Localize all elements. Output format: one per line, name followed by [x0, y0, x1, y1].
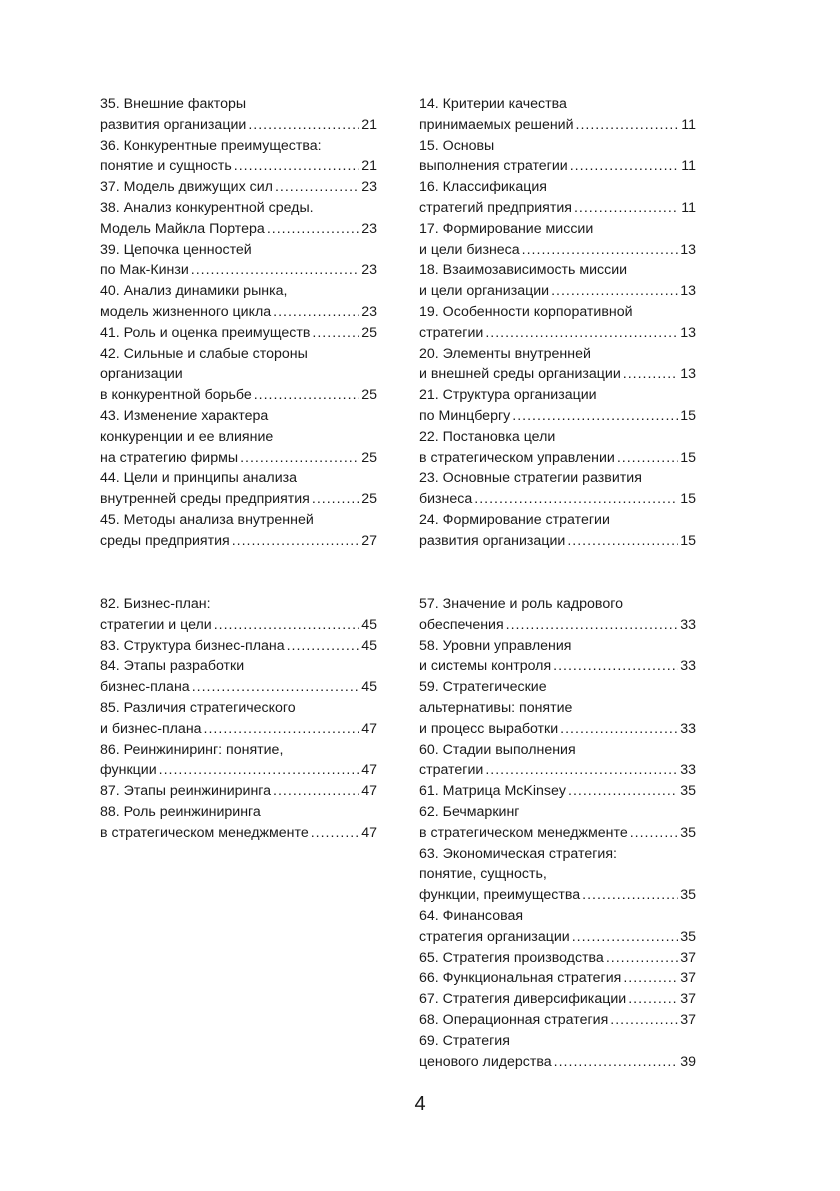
dot-leader: [512, 406, 678, 427]
toc-entry-line: [100, 781, 377, 802]
toc-heading-line: [100, 594, 377, 615]
toc-entry-text: 65. Стратегия производства: [419, 949, 604, 966]
toc-entry-text: 23. Основные стратегии развития: [419, 470, 642, 487]
toc-heading-line: [419, 385, 696, 406]
toc-page-number: 15: [680, 532, 696, 549]
toc-heading-line: [419, 844, 696, 865]
toc-page-number: 15: [680, 407, 696, 424]
toc-entry-text: 22. Постановка цели: [419, 428, 556, 445]
dot-leader: [214, 615, 360, 636]
toc-heading-line: [100, 740, 377, 761]
toc-entry-line: [100, 489, 377, 510]
toc-entry-text: альтернативы: понятие: [419, 699, 573, 716]
dot-leader: [560, 719, 678, 740]
page-number: 4: [414, 1093, 426, 1115]
toc-entry-text: 68. Операционная стратегия: [419, 1011, 609, 1028]
toc-entry-line: [419, 531, 696, 552]
toc-heading-line: [419, 864, 696, 885]
toc-entry-text: в конкурентной борьбе: [100, 387, 252, 404]
toc-entry-text: по Минцбергу: [419, 407, 511, 424]
toc-page-number: 13: [680, 366, 696, 383]
toc-page-number: 39: [680, 1053, 696, 1070]
toc-entry-line: [100, 177, 377, 198]
toc-heading-line: [100, 427, 377, 448]
toc-entry-text: на стратегию фирмы: [100, 449, 239, 466]
toc-entry-text: 18. Взаимозависимость миссии: [419, 262, 628, 279]
toc-page-number: 11: [681, 199, 696, 216]
dot-leader: [568, 781, 678, 802]
toc-heading-line: [419, 177, 696, 198]
toc-heading-line: [100, 698, 377, 719]
toc-entry-line: [100, 636, 377, 657]
toc-page-number: 47: [361, 762, 377, 779]
toc-entry-line: [100, 615, 377, 636]
toc-entry-line: [100, 115, 377, 136]
toc-entry-text: 88. Роль реинжиниринга: [100, 803, 261, 820]
dot-leader: [204, 719, 360, 740]
toc-column-bottom-left: [100, 594, 377, 844]
toc-heading-line: [100, 240, 377, 261]
toc-page-number: 13: [680, 241, 696, 258]
toc-entry-line: [419, 240, 696, 261]
toc-entry-text: и системы контроля: [419, 658, 552, 675]
toc-page-number: 45: [361, 616, 377, 633]
toc-page-number: 27: [361, 532, 377, 549]
toc-entry-text: 42. Сильные и слабые стороны: [100, 345, 308, 362]
toc-heading-line: [419, 427, 696, 448]
toc-entry-text: 69. Стратегия: [419, 1032, 510, 1049]
toc-entry-line: [419, 615, 696, 636]
toc-entry-text: 20. Элементы внутренней: [419, 345, 591, 362]
toc-page-number: 25: [361, 449, 377, 466]
toc-heading-line: [419, 510, 696, 531]
dot-leader: [623, 364, 678, 385]
toc-entry-line: [419, 364, 696, 385]
dot-leader: [553, 656, 678, 677]
toc-entry-line: [419, 448, 696, 469]
toc-page-number: 33: [680, 720, 696, 737]
toc-entry-text: 38. Анализ конкурентной среды.: [100, 199, 314, 216]
dot-leader: [192, 677, 360, 698]
toc-entry-text: 67. Стратегия диверсификации: [419, 991, 627, 1008]
toc-page-number: 47: [361, 824, 377, 841]
toc-entry-line: [100, 823, 377, 844]
dot-leader: [254, 385, 359, 406]
toc-heading-line: [100, 468, 377, 489]
dot-leader: [630, 823, 678, 844]
toc-entry-line: [100, 719, 377, 740]
toc-page-number: 47: [361, 783, 377, 800]
toc-entry-text: принимаемых решений: [419, 116, 574, 133]
dot-leader: [576, 115, 680, 136]
toc-entry-text: стратегии и цели: [100, 616, 212, 633]
toc-heading-line: [419, 698, 696, 719]
dot-leader: [554, 1052, 679, 1073]
toc-entry-line: [100, 260, 377, 281]
toc-page-number: 15: [680, 449, 696, 466]
toc-heading-line: [419, 677, 696, 698]
toc-entry-text: 19. Особенности корпоративной: [419, 303, 633, 320]
toc-entry-text: 84. Этапы разработки: [100, 658, 245, 675]
toc-column-top-left: [100, 94, 377, 552]
toc-heading-line: [419, 219, 696, 240]
toc-page-number: 37: [680, 991, 696, 1008]
toc-entry-line: [419, 823, 696, 844]
dot-leader: [240, 448, 359, 469]
toc-heading-line: [100, 344, 377, 365]
dot-leader: [522, 240, 679, 261]
toc-entry-text: 24. Формирование стратегии: [419, 511, 610, 528]
toc-entry-text: 15. Основы: [419, 137, 495, 154]
toc-entry-text: и цели организации: [419, 283, 550, 300]
dot-leader: [248, 115, 359, 136]
toc-entry-text: 58. Уровни управления: [419, 637, 572, 654]
toc-page-number: 13: [680, 283, 696, 300]
toc-entry-line: [419, 1052, 696, 1073]
toc-entry-line: [419, 968, 696, 989]
toc-entry-text: 63. Экономическая стратегия:: [419, 845, 617, 862]
toc-heading-line: [419, 468, 696, 489]
toc-heading-line: [419, 302, 696, 323]
toc-page-number: 35: [680, 783, 696, 800]
toc-page-number: 25: [361, 324, 377, 341]
toc-entry-text: стратегия организации: [419, 928, 570, 945]
toc-entry-line: [100, 302, 377, 323]
toc-page-number: 23: [361, 303, 377, 320]
dot-leader: [582, 885, 678, 906]
dot-leader: [234, 156, 359, 177]
toc-page-number: 25: [361, 491, 377, 508]
toc-entry-text: понятие, сущность,: [419, 866, 547, 883]
toc-heading-line: [100, 406, 377, 427]
toc-entry-line: [100, 448, 377, 469]
toc-heading-line: [419, 136, 696, 157]
dot-leader: [485, 760, 678, 781]
toc-column-bottom-right: [419, 594, 696, 1072]
toc-entry-text: 17. Формирование миссии: [419, 220, 594, 237]
toc-entry-line: [419, 115, 696, 136]
toc-entry-text: бизнеса: [419, 491, 473, 508]
toc-entry-text: 82. Бизнес-план:: [100, 596, 211, 612]
toc-entry-text: понятие и сущность: [100, 158, 232, 175]
toc-entry-line: [419, 719, 696, 740]
toc-heading-line: [100, 656, 377, 677]
toc-entry-line: [100, 156, 377, 177]
toc-entry-text: 37. Модель движущих сил: [100, 179, 273, 196]
toc-heading-line: [419, 594, 696, 615]
dot-leader: [574, 198, 679, 219]
toc-entry-text: 14. Критерии качества: [419, 96, 567, 112]
dot-leader: [287, 636, 360, 657]
toc-entry-text: конкуренции и ее влияние: [100, 428, 274, 445]
toc-entry-text: 66. Функциональная стратегия: [419, 970, 622, 987]
toc-entry-line: [419, 1010, 696, 1031]
toc-entry-text: стратегии: [419, 324, 484, 341]
toc-entry-text: 36. Конкурентные преимущества:: [100, 137, 322, 154]
toc-page-number: 21: [361, 158, 377, 175]
toc-entry-text: и бизнес-плана: [100, 720, 202, 737]
toc-page-number: 33: [680, 658, 696, 675]
dot-leader: [551, 281, 678, 302]
toc-entry-text: 62. Бечмаркинг: [419, 803, 520, 820]
toc-entry-text: в стратегическом управлении: [419, 449, 615, 466]
toc-entry-text: 21. Структура организации: [419, 387, 597, 404]
toc-entry-text: внутренней среды предприятия: [100, 491, 310, 508]
toc-entry-text: 87. Этапы реинжиниринга: [100, 783, 272, 800]
toc-entry-line: [419, 781, 696, 802]
toc-page-number: 23: [361, 262, 377, 279]
dot-leader: [628, 989, 678, 1010]
toc-entry-line: [419, 323, 696, 344]
toc-heading-line: [419, 344, 696, 365]
toc-page-number: 35: [680, 887, 696, 904]
toc-entry-line: [419, 885, 696, 906]
toc-page-number: 35: [680, 824, 696, 841]
toc-entry-text: развития организации: [100, 116, 247, 133]
toc-entry-text: и цели бизнеса: [419, 241, 520, 258]
toc-page-number: 15: [680, 491, 696, 508]
toc-entry-line: [419, 281, 696, 302]
toc-heading-line: [100, 510, 377, 531]
toc-column-top-right: [419, 94, 696, 552]
dot-leader: [267, 219, 359, 240]
toc-entry-line: [100, 323, 377, 344]
toc-entry-text: в стратегическом менеджменте: [100, 824, 309, 841]
toc-entry-text: 16. Классификация: [419, 179, 547, 196]
dot-leader: [485, 323, 678, 344]
toc-page-number: 21: [361, 116, 377, 133]
toc-entry-line: [419, 406, 696, 427]
toc-entry-line: [419, 989, 696, 1010]
toc-entry-line: [100, 219, 377, 240]
toc-entry-text: 86. Реинжиниринг: понятие,: [100, 741, 284, 758]
toc-entry-text: 43. Изменение характера: [100, 407, 269, 424]
dot-leader: [506, 615, 679, 636]
toc-page-number: 13: [680, 324, 696, 341]
toc-entry-line: [100, 531, 377, 552]
dot-leader: [474, 489, 678, 510]
dot-leader: [312, 323, 359, 344]
toc-entry-text: обеспечения: [419, 616, 504, 633]
toc-entry-text: в стратегическом менеджменте: [419, 824, 628, 841]
toc-entry-text: 85. Различия стратегического: [100, 699, 296, 716]
toc-entry-text: 59. Стратегические: [419, 679, 547, 696]
toc-entry-line: [100, 760, 377, 781]
toc-heading-line: [419, 906, 696, 927]
toc-heading-line: [419, 740, 696, 761]
toc-page-number: 47: [361, 720, 377, 737]
toc-heading-line: [419, 1031, 696, 1052]
toc-entry-line: [100, 677, 377, 698]
dot-leader: [191, 260, 359, 281]
toc-heading-line: [419, 636, 696, 657]
dot-leader: [623, 968, 678, 989]
toc-entry-text: стратегий предприятия: [419, 199, 572, 216]
toc-entry-text: организации: [100, 366, 183, 383]
toc-entry-text: развития организации: [419, 532, 566, 549]
toc-heading-line: [100, 136, 377, 157]
toc-heading-line: [100, 281, 377, 302]
dot-leader: [567, 531, 678, 552]
dot-leader: [311, 823, 359, 844]
toc-page-number: 33: [680, 616, 696, 633]
toc-entry-line: [100, 385, 377, 406]
toc-entry-text: 35. Внешние факторы: [100, 96, 247, 112]
dot-leader: [159, 760, 360, 781]
toc-entry-text: 64. Финансовая: [419, 907, 524, 924]
toc-entry-text: 44. Цели и принципы анализа: [100, 470, 298, 487]
toc-entry-text: 39. Цепочка ценностей: [100, 241, 252, 258]
toc-entry-text: Модель Майкла Портера: [100, 220, 265, 237]
toc-entry-text: по Мак-Кинзи: [100, 262, 189, 279]
toc-entry-text: 83. Структура бизнес-плана: [100, 637, 285, 654]
toc-page-number: 37: [680, 1011, 696, 1028]
toc-entry-text: среды предприятия: [100, 532, 230, 549]
dot-leader: [275, 177, 359, 198]
toc-entry-text: стратегии: [419, 762, 484, 779]
dot-leader: [606, 948, 678, 969]
toc-page-number: 11: [681, 158, 696, 175]
dot-leader: [617, 448, 678, 469]
toc-entry-text: 45. Методы анализа внутренней: [100, 511, 314, 528]
dot-leader: [570, 156, 680, 177]
toc-entry-line: [419, 927, 696, 948]
toc-heading-line: [419, 260, 696, 281]
toc-page-number: 37: [680, 970, 696, 987]
toc-entry-text: 40. Анализ динамики рынка,: [100, 283, 288, 300]
toc-entry-text: и внешней среды организации: [419, 366, 621, 383]
toc-page-number: 25: [361, 387, 377, 404]
toc-page-number: 33: [680, 762, 696, 779]
toc-page-number: 23: [361, 179, 377, 196]
dot-leader: [572, 927, 679, 948]
toc-heading-line: [419, 802, 696, 823]
toc-entry-line: [419, 156, 696, 177]
toc-heading-line: [100, 94, 377, 115]
toc-entry-line: [419, 948, 696, 969]
toc-entry-text: и процесс выработки: [419, 720, 559, 737]
toc-entry-text: функции: [100, 762, 157, 779]
toc-heading-line: [419, 94, 696, 115]
toc-entry-text: 41. Роль и оценка преимуществ: [100, 324, 311, 341]
toc-page-number: 45: [361, 679, 377, 696]
toc-entry-text: модель жизненного цикла: [100, 303, 272, 320]
toc-entry-text: выполнения стратегии: [419, 158, 568, 175]
toc-entry-line: [419, 760, 696, 781]
toc-page-number: 45: [361, 637, 377, 654]
toc-heading-line: [100, 802, 377, 823]
dot-leader: [312, 489, 359, 510]
toc-entry-text: функции, преимущества: [419, 887, 581, 904]
toc-entry-line: [419, 656, 696, 677]
toc-entry-text: 61. Матрица McKinsey: [419, 783, 566, 800]
toc-heading-line: [100, 364, 377, 385]
dot-leader: [232, 531, 360, 552]
toc-heading-line: [100, 198, 377, 219]
toc-entry-line: [419, 198, 696, 219]
toc-entry-text: 60. Стадии выполнения: [419, 741, 576, 758]
toc-page-number: 35: [680, 928, 696, 945]
toc-entry-text: ценового лидерства: [419, 1053, 552, 1070]
dot-leader: [273, 781, 359, 802]
toc-page-number: 23: [361, 220, 377, 237]
toc-entry-line: [419, 489, 696, 510]
toc-entry-text: 57. Значение и роль кадрового: [419, 596, 623, 612]
dot-leader: [273, 302, 359, 323]
toc-page-number: 37: [680, 949, 696, 966]
toc-entry-text: бизнес-плана: [100, 679, 190, 696]
toc-page-number: 11: [681, 116, 696, 133]
dot-leader: [610, 1010, 678, 1031]
